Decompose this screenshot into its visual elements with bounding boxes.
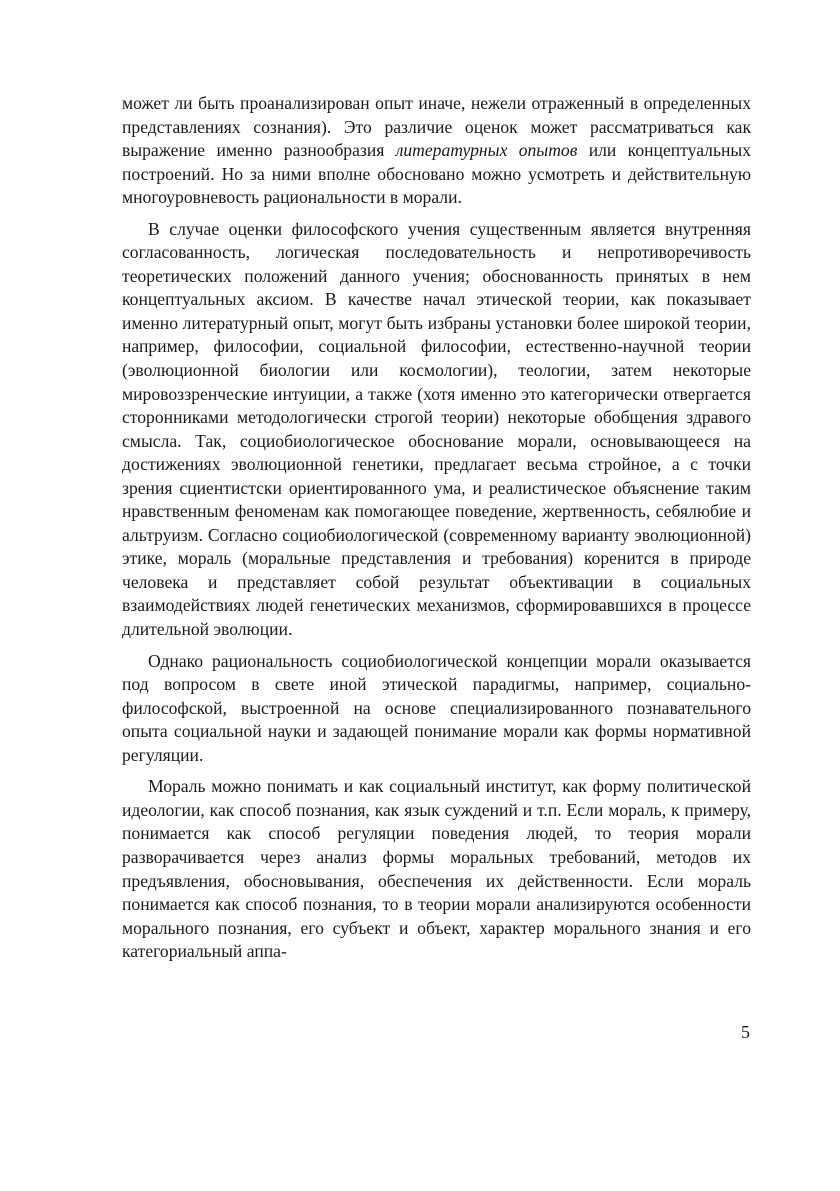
- page-number: 5: [741, 1022, 750, 1042]
- paragraph-3: Однако рациональность социобиологической концепции морали оказывается под вопросом в свете иной этической парадигмы, например, социально-философской, выстроенной на основе специализированного познавательного опыта социальной науки и задающей понимание морали как формы нормативной регуляции.: [122, 650, 751, 765]
- paragraph-4: Мораль можно понимать и как социальный институт, как форму политической идеологии, как способ познания, как язык суждений и т.п. Если мораль, к примеру, понимается как способ регуляции поведения людей, то теория морали разворачивается через анализ формы моральных требований, методов их предъявления, обосновывания, обеспечения их действенности. Если мораль понимается как способ познания, то в теории морали анализируются особенности морального познания, его субъект и объект, характер морального знания и его категориальный аппа-: [122, 776, 751, 962]
- paragraph-2: В случае оценки философского учения существенным является внутренняя согласованность, логическая последовательность и непротиворечивость теоретических положений данного учения; обоснованность принятых в нем концептуальных аксиом. В качестве начал этической теории, как показывает именно литературный опыт, могут быть избраны установки более широкой теории, например, философии, социальной философии, естественно-научной теории (эволюционной биологии или космологии), теологии, затем некоторые мировоззренческие интуиции, а также (хотя именно это категорически отвергается сторонниками методологически строгой теории) некоторые обобщения здравого смысла. Так, социобиологическое обоснование морали, основывающееся на достижениях эволюционной генетики, предлагает весьма стройное, а с точки зрения сциентистски ориентированного ума, и реалистическое объяснение таким нравственным феноменам как помогающее поведение, жертвенность, себялюбие и альтруизм. Согласно социобиологической (современному варианту эволюционной) этике, мораль (моральные представления и требования) коренится в природе человека и представляет собой результат объективации в социальных взаимодействиях людей генетических механизмов, сформировавшихся в процессе длительной эволюции.: [122, 218, 751, 640]
- body-text: [122, 92, 751, 964]
- paragraph-1-text-b: или концептуальных построений. Но за ними вполне обосновано можно усмотреть и действительную многоуровневость рациональности в морали.: [122, 140, 751, 208]
- paragraph-1-italic-phrase: литературных опытов: [395, 140, 578, 161]
- paragraph-1-text-a: может ли быть проанализирован опыт иначе, нежели отраженный в определенных представлениях сознания). Это различие оценок может рассматриваться как выражение именно разнообразия: [122, 93, 751, 161]
- paragraph-1: [122, 92, 751, 210]
